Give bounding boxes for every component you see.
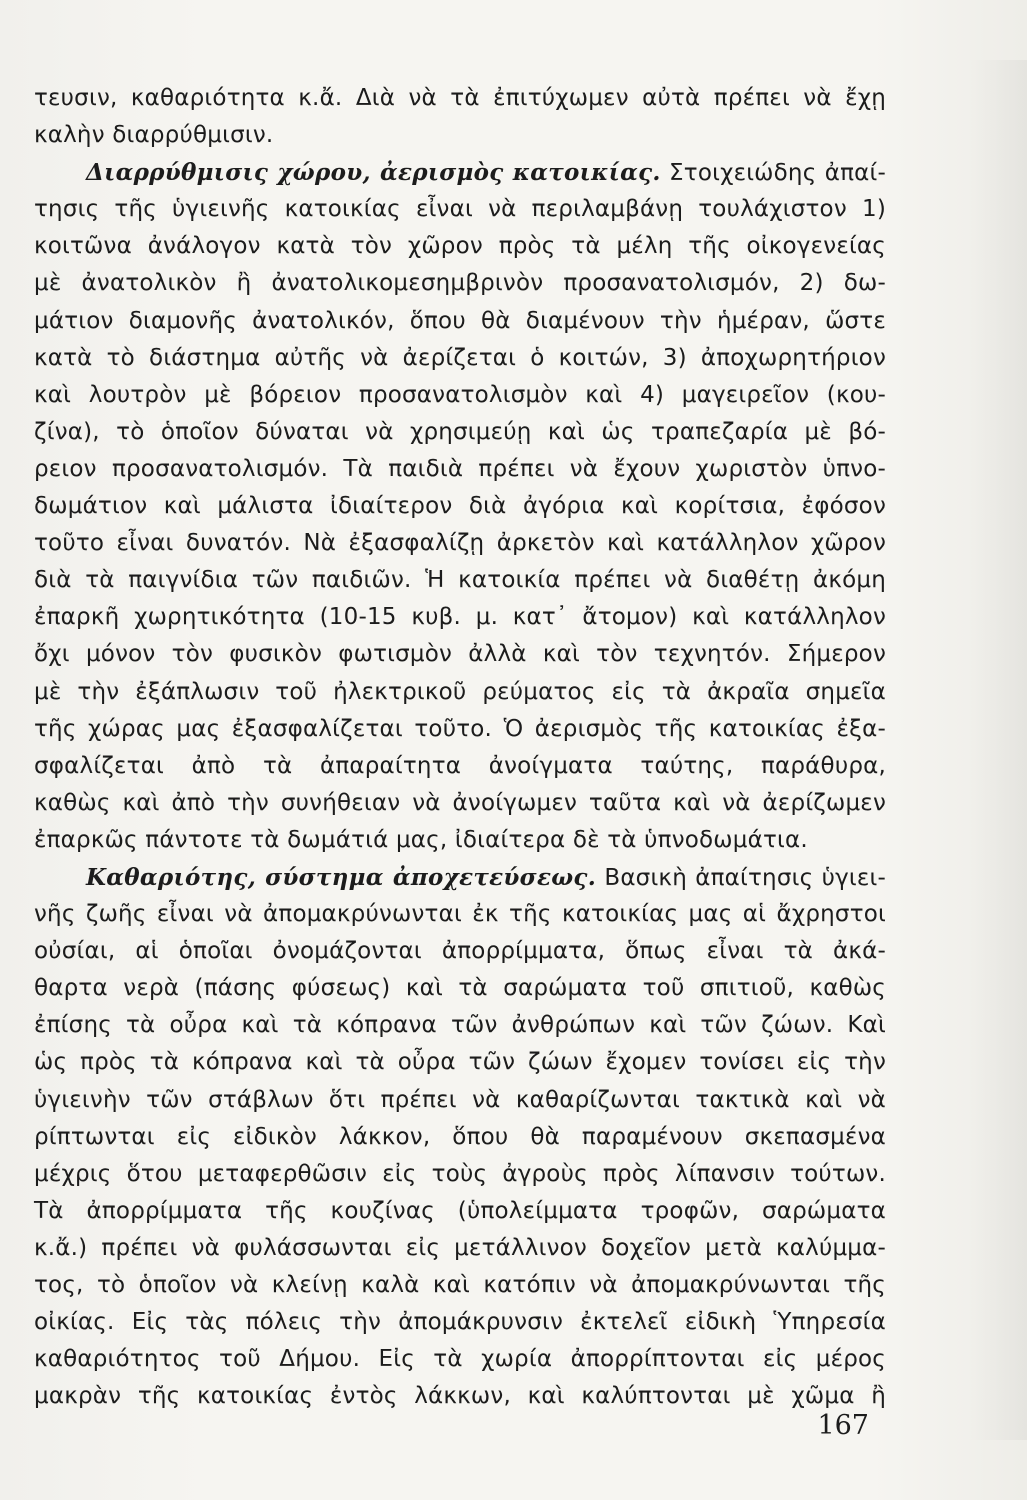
- text-line: κατὰ τὸ διάστημα αὐτῆς νὰ ἀερίζεται ὁ κοιτών, 3) ἀποχωρητήριον: [34, 344, 886, 371]
- text-line: νῆς ζωῆς εἶναι νὰ ἀπομακρύνωνται ἐκ τῆς κατοικίας μας αἱ ἄχρηστοι: [34, 901, 886, 928]
- text-line: καλὴν διαρρύθμισιν.: [34, 122, 274, 149]
- text-line: καθαριότητος τοῦ Δήμου. Εἰς τὰ χωρία ἀπορρίπτονται εἰς μέρος: [34, 1346, 886, 1373]
- text-line: τῆς χώρας μας ἐξασφαλίζεται τοῦτο. Ὁ ἀερισμὸς τῆς κατοικίας ἐξα-: [34, 715, 886, 742]
- text-line: τευσιν, καθαριότητα κ.ἄ. Διὰ νὰ τὰ ἐπιτύχωμεν αὐτὰ πρέπει νὰ ἔχῃ: [34, 85, 886, 111]
- text-line: ρειον προσανατολισμόν. Τὰ παιδιὰ πρέπει νὰ ἔχουν χωριστὸν ὑπνο-: [34, 455, 886, 482]
- text-line: [34, 859, 886, 896]
- text-line: οἰκίας. Εἰς τὰς πόλεις τὴν ἀπομάκρυνσιν ἐκτελεῖ εἰδικὴ Ὑπηρεσία: [34, 1309, 886, 1336]
- text-line: μακρὰν τῆς κατοικίας ἐντὸς λάκκων, καὶ καλύπτονται μὲ χῶμα ἢ: [34, 1383, 886, 1410]
- text-line: τοῦτο εἶναι δυνατόν. Νὰ ἐξασφαλίζῃ ἀρκετὸν καὶ κατάλληλον χῶρον: [34, 530, 886, 557]
- text-line: [34, 154, 886, 191]
- text-line: διὰ τὰ παιγνίδια τῶν παιδιῶν. Ἡ κατοικία πρέπει νὰ διαθέτῃ ἀκόμη: [34, 567, 886, 594]
- section-heading: Καθαριότης, σύστημα ἀποχετεύσεως.: [86, 863, 597, 891]
- page-number: 167: [817, 1410, 869, 1441]
- text-line: ὡς πρὸς τὰ κόπρανα καὶ τὰ οὖρα τῶν ζώων ἔχομεν τονίσει εἰς τὴν: [34, 1049, 886, 1076]
- text-line: ὄχι μόνον τὸν φυσικὸν φωτισμὸν ἀλλὰ καὶ τὸν τεχνητόν. Σήμερον: [34, 641, 886, 668]
- text-line: τησις τῆς ὑγιεινῆς κατοικίας εἶναι νὰ περιλαμβάνῃ τουλάχιστον 1): [34, 196, 886, 223]
- text-line: μέχρις ὅτου μεταφερθῶσιν εἰς τοὺς ἀγροὺς πρὸς λίπανσιν τούτων.: [34, 1160, 886, 1187]
- body-text: [34, 80, 886, 1415]
- text-line: θαρτα νερὰ (πάσης φύσεως) καὶ τὰ σαρώματα τοῦ σπιτιοῦ, καθὼς: [34, 975, 886, 1002]
- text-line: κοιτῶνα ἀνάλογον κατὰ τὸν χῶρον πρὸς τὰ μέλη τῆς οἰκογενείας: [34, 233, 886, 260]
- text-run: Στοιχειώδης ἀπαί-: [660, 160, 886, 187]
- page-edge-shadow: [967, 60, 1027, 1440]
- text-run: Βασικὴ ἀπαίτησις ὑγιει-: [596, 864, 886, 891]
- text-line: μὲ τὴν ἐξάπλωσιν τοῦ ἠλεκτρικοῦ ρεύματος εἰς τὰ ἀκραῖα σημεῖα: [34, 678, 886, 705]
- text-line: ὑγιεινὴν τῶν στάβλων ὅτι πρέπει νὰ καθαρίζωνται τακτικὰ καὶ νὰ: [34, 1086, 886, 1113]
- text-line: Τὰ ἀπορρίμματα τῆς κουζίνας (ὑπολείμματα τροφῶν, σαρώματα: [34, 1197, 886, 1224]
- text-line: μὲ ἀνατολικὸν ἢ ἀνατολικομεσημβρινὸν προσανατολισμόν, 2) δω-: [34, 270, 886, 297]
- text-line: ἐπαρκῶς πάντοτε τὰ δωμάτιά μας, ἰδιαίτερα δὲ τὰ ὑπνοδωμάτια.: [34, 826, 808, 853]
- text-line: ρίπτωνται εἰς εἰδικὸν λάκκον, ὅπου θὰ παραμένουν σκεπασμένα: [34, 1123, 886, 1150]
- text-line: μάτιον διαμονῆς ἀνατολικόν, ὅπου θὰ διαμένουν τὴν ἡμέραν, ὥστε: [34, 307, 886, 334]
- text-line: ζίνα), τὸ ὁποῖον δύναται νὰ χρησιμεύῃ καὶ ὡς τραπεζαρία μὲ βό-: [34, 418, 886, 445]
- text-line: σφαλίζεται ἀπὸ τὰ ἀπαραίτητα ἀνοίγματα ταύτης, παράθυρα,: [34, 752, 886, 779]
- text-line: οὐσίαι, αἱ ὁποῖαι ὀνομάζονται ἀπορρίμματα, ὅπως εἶναι τὰ ἀκά-: [34, 938, 886, 965]
- text-line: ἐπίσης τὰ οὖρα καὶ τὰ κόπρανα τῶν ἀνθρώπων καὶ τῶν ζώων. Καὶ: [34, 1012, 886, 1039]
- text-line: καὶ λουτρὸν μὲ βόρειον προσανατολισμὸν καὶ 4) μαγειρεῖον (κου-: [34, 381, 886, 408]
- text-line: ἐπαρκῆ χωρητικότητα (10-15 κυβ. μ. κατ᾽ ἄτομον) καὶ κατάλληλον: [34, 604, 886, 631]
- text-line: καθὼς καὶ ἀπὸ τὴν συνήθειαν νὰ ἀνοίγωμεν ταῦτα καὶ νὰ ἀερίζωμεν: [34, 789, 886, 816]
- text-line: κ.ἄ.) πρέπει νὰ φυλάσσωνται εἰς μετάλλινον δοχεῖον μετὰ καλύμμα-: [34, 1234, 886, 1261]
- section-heading: Διαρρύθμισις χώρου, ἀερισμὸς κατοικίας.: [86, 159, 661, 187]
- text-line: δωμάτιον καὶ μάλιστα ἰδιαίτερον διὰ ἀγόρια καὶ κορίτσια, ἐφόσον: [34, 493, 886, 520]
- text-line: τος, τὸ ὁποῖον νὰ κλείνῃ καλὰ καὶ κατόπιν νὰ ἀπομακρύνωνται τῆς: [34, 1272, 886, 1298]
